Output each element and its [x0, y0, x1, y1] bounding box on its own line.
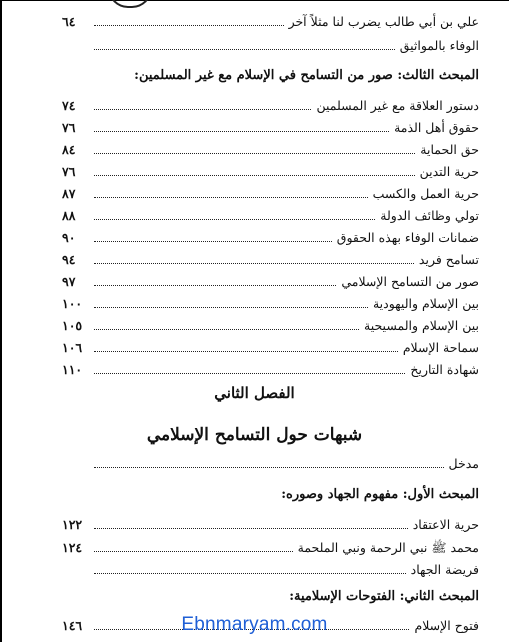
toc-entry-page: ١٠٠ — [62, 296, 83, 311]
toc-entry-title: حقوق أهل الذمة — [394, 120, 479, 135]
toc-entry[interactable] — [62, 314, 479, 334]
leader-dots — [94, 351, 398, 352]
toc-entry-title: حرية الاعتقاد — [412, 517, 479, 532]
leader-dots — [94, 219, 375, 220]
toc-entry-title: علي بن أبي طالب يضرب لنا مثلاً آخر — [288, 14, 479, 29]
chapter-heading: الفصل الثاني — [214, 384, 295, 402]
leader-dots — [94, 25, 284, 26]
leader-dots — [94, 263, 414, 264]
toc-entry[interactable] — [62, 536, 479, 556]
toc-entry[interactable] — [62, 10, 479, 30]
toc-entry-title: حرية التدين — [419, 164, 479, 179]
toc-entry-page: ٨٤ — [62, 142, 76, 157]
toc-entry-page: ١١٠ — [62, 362, 83, 377]
toc-entry-page: ١٢٤ — [62, 540, 83, 555]
leader-dots — [94, 467, 444, 468]
leader-dots — [94, 573, 406, 574]
leader-dots — [94, 329, 359, 330]
toc-entry-page: ٧٤ — [62, 98, 76, 113]
toc-entry[interactable] — [62, 270, 479, 290]
toc-entry[interactable] — [62, 226, 479, 246]
leader-dots — [94, 373, 405, 374]
toc-entry-title: تسامح فريد — [418, 252, 479, 267]
toc-entry-page: ٩٠ — [62, 230, 76, 245]
toc-entry-page: ٧٦ — [62, 164, 76, 179]
leader-dots — [94, 153, 415, 154]
section-heading: المبحث الثاني: الفتوحات الإسلامية: — [289, 589, 479, 604]
toc-entry[interactable] — [62, 558, 479, 578]
toc-entry-title: تولي وظائف الدولة — [380, 208, 479, 223]
toc-entry[interactable] — [62, 292, 479, 312]
section-heading: المبحث الأول: مفهوم الجهاد وصوره: — [281, 487, 479, 502]
leader-dots — [94, 307, 368, 308]
watermark-text: Ebnmaryam.com — [181, 614, 328, 635]
toc-entry[interactable] — [62, 248, 479, 268]
leader-dots — [94, 285, 336, 286]
toc-entry[interactable] — [62, 182, 479, 202]
toc-entry-page: ٩٧ — [62, 274, 76, 289]
leader-dots — [94, 241, 332, 242]
toc-entry[interactable] — [62, 513, 479, 533]
toc-entry-title: الوفاء بالمواثيق — [399, 38, 479, 53]
toc-entry[interactable] — [62, 116, 479, 136]
toc-entry[interactable] — [62, 204, 479, 224]
toc-entry-page: ١٠٥ — [62, 318, 83, 333]
toc-entry-page: ٦٤ — [62, 14, 76, 29]
toc-entry[interactable] — [62, 160, 479, 180]
leader-dots — [94, 131, 389, 132]
toc-entry-title: ضمانات الوفاء بهذه الحقوق — [336, 230, 479, 245]
toc-entry[interactable] — [62, 138, 479, 158]
toc-entry-page: ٨٧ — [62, 186, 76, 201]
toc-entry-title: حرية العمل والكسب — [372, 186, 479, 201]
toc-entry-title: بين الإسلام واليهودية — [372, 296, 479, 311]
toc-entry-title: دستور العلاقة مع غير المسلمين — [316, 98, 479, 113]
toc-entry-title: بين الإسلام والمسيحية — [364, 318, 479, 333]
toc-entry[interactable] — [62, 34, 479, 54]
toc-entry-page: ١٠٦ — [62, 340, 83, 355]
toc-entry-page: ١٢٢ — [62, 517, 83, 532]
leader-dots — [94, 49, 395, 50]
toc-entry-title: سماحة الإسلام — [402, 340, 479, 355]
toc-entry-title: محمد ﷺ نبي الرحمة ونبي الملحمة — [297, 540, 479, 555]
leader-dots — [94, 528, 408, 529]
toc-entry-page: ٧٦ — [62, 120, 76, 135]
toc-entry-title: صور من التسامح الإسلامي — [341, 274, 479, 289]
toc-entry[interactable] — [62, 94, 479, 114]
toc-entry-title: فتوح الإسلام — [414, 618, 479, 633]
toc-entry-title: فريضة الجهاد — [410, 562, 479, 577]
leader-dots — [94, 175, 415, 176]
toc-entry[interactable] — [62, 358, 479, 378]
chapter-subtitle: شبهات حول التسامح الإسلامي — [146, 425, 363, 445]
toc-entry[interactable] — [62, 336, 479, 356]
toc-entry-title: حق الحماية — [420, 142, 479, 157]
toc-entry-title: مدخل — [448, 456, 479, 471]
toc-entry-title: شهادة التاريخ — [410, 362, 479, 377]
toc-entry-page: ٨٨ — [62, 208, 76, 223]
toc-entry-page: ٩٤ — [62, 252, 76, 267]
section-heading: المبحث الثالث: صور من التسامح في الإسلام مع غير المسلمين: — [134, 68, 479, 83]
leader-dots — [94, 109, 311, 110]
leader-dots — [94, 551, 293, 552]
toc-entry-page: ١٤٦ — [62, 618, 83, 633]
toc-entry[interactable] — [62, 452, 479, 472]
leader-dots — [94, 197, 368, 198]
